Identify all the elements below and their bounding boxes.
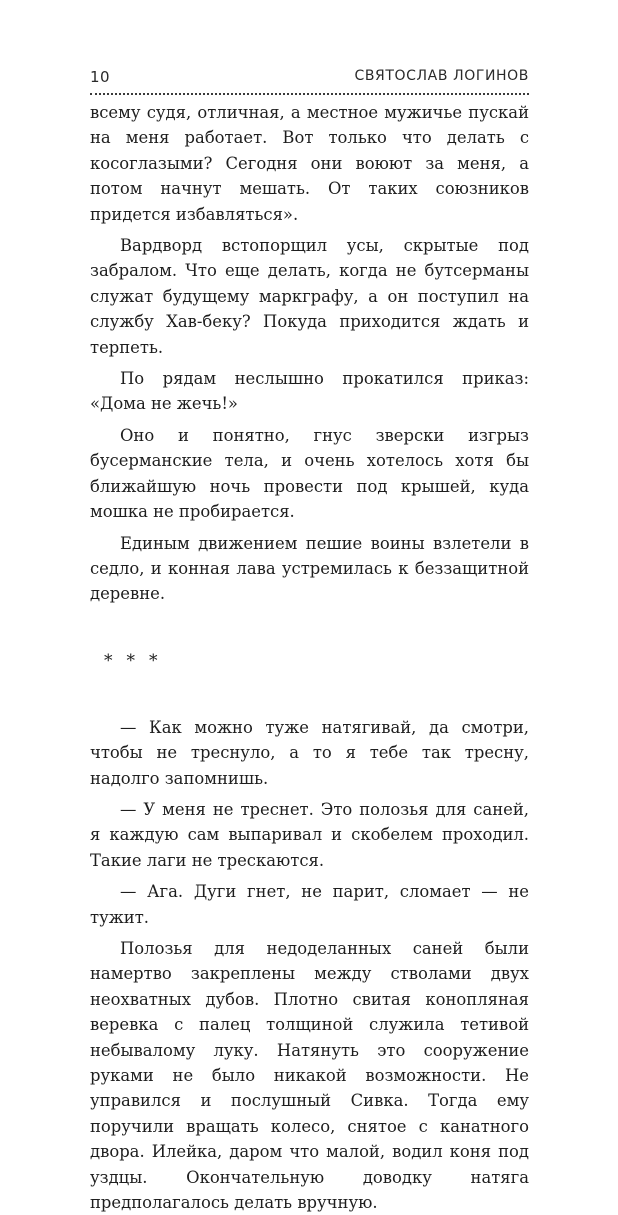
page-number: 10	[90, 68, 111, 86]
paragraph: Вардворд встопорщил усы, скрытые под забралом. Что еще делать, когда не бутсерманы служат будущему маркграфу, а он поступил на службу Хав-беку? Покуда приходится ждать и терпеть.	[90, 236, 529, 357]
paragraph: Оно и понятно, гнус зверски изгрыз бусерманские тела, и очень хотелось хотя бы ближайшую ночь провести под крышей, куда мошка не пробирается.	[90, 425, 529, 522]
running-head-author: СВЯТОСЛАВ ЛОГИНОВ	[354, 68, 529, 84]
dialogue-line: — У меня не треснет. Это полозья для саней, я каждую сам выпаривал и скобелем проходил. Такие лаги не трескаются.	[90, 799, 529, 870]
paragraph: Полозья для недоделанных саней были намертво закреплены между стволами двух неохватных дубов. Плотно свитая конопляная веревка с палец толщиной служила тетивой небывалому луку. Натянуть это сооружение руками не было никакой возможности. Не управился и послушный Сивка. Тогда ему поручили вращать колесо, снятое с канатного двора. Илейка, даром что малой, водил коня под уздцы. Окончательную доводку натяга предполагалось делать вручную.	[90, 938, 529, 1213]
paragraph: Единым движением пешие воины взлетели в седло, и конная лава устремилась к беззащитной деревне.	[90, 533, 529, 604]
header-dotted-rule	[90, 93, 529, 95]
running-head	[90, 68, 529, 88]
paragraph: По рядам неслышно прокатился приказ: «Дома не жечь!»	[90, 369, 529, 414]
body-text	[90, 100, 529, 1215]
dialogue-line: — Как можно туже натягивай, да смотри, чтобы не треснуло, а то я тебе так тресну, надолго запомнишь.	[90, 717, 529, 788]
paragraph: всему судя, отличная, а местное мужичье пускай на меня работает. Вот только что делать с косоглазыми? Сегодня они воюют за меня, а потом начнут мешать. От таких союзников придется избавляться».	[90, 103, 529, 224]
dialogue-line: — Ага. Дуги гнет, не парит, сломает — не тужит.	[90, 882, 529, 927]
scene-separator: ***	[104, 650, 172, 671]
